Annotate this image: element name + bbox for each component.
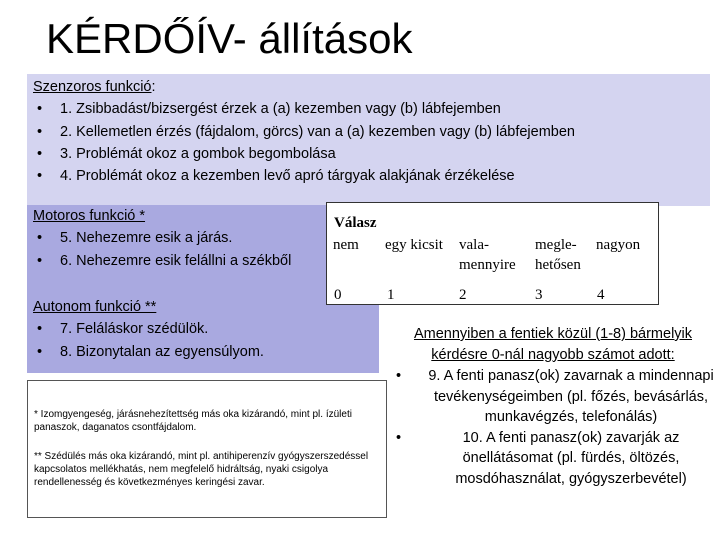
statement-text: 6. Nehezemre esik felállni a székből: [60, 252, 292, 269]
answer-score: 3: [535, 287, 543, 303]
page-title: KÉRDŐÍV- állítások: [46, 15, 413, 62]
answer-option: [459, 235, 516, 275]
statement-text: 7. Feláláskor szédülök.: [60, 321, 209, 338]
followup-section: [388, 324, 718, 489]
list-item: [33, 250, 291, 272]
answer-option-label: vala-: [459, 237, 489, 253]
answer-option: [535, 235, 581, 275]
list-item: [33, 227, 291, 249]
bullet-icon: •: [37, 343, 43, 360]
bullet-icon: •: [37, 230, 43, 247]
bullet-icon: •: [37, 145, 43, 162]
answer-option-label: nagyon: [596, 237, 641, 253]
question-text: 10. A fenti panasz(ok) zavarják az önellátásomat (pl. fürdés, öltözés, mosdóhasználat, gyógyszerbevétel): [455, 429, 687, 487]
footnote-box: [27, 380, 387, 518]
answer-option-label: egy kicsit: [385, 237, 443, 253]
answer-score: 4: [597, 287, 605, 303]
statement-text: 2. Kellemetlen érzés (fájdalom, görcs) van a (a) kezemben vagy (b) lábfejemben: [60, 123, 575, 140]
answer-score: 1: [387, 287, 395, 303]
statement-text: 1. Zsibbadást/bizsergést érzek a (a) kezemben vagy (b) lábfejemben: [60, 101, 501, 118]
motor-heading: Motoros funkció *: [33, 208, 146, 224]
sensory-section: [33, 76, 575, 187]
motor-section: [33, 205, 291, 272]
answer-score: 0: [334, 287, 342, 303]
list-item: [388, 366, 718, 428]
answer-option: [385, 235, 443, 255]
answer-option-label: megle-: [535, 237, 577, 253]
list-item: [33, 121, 575, 143]
statement-text: 8. Bizonytalan az egyensúlyom.: [60, 343, 264, 360]
list-item: [33, 165, 575, 187]
answer-heading: Válasz: [334, 215, 377, 231]
sensory-heading: Szenzoros funkció: [33, 79, 152, 95]
statement-text: 4. Problémát okoz a kezemben levő apró tárgyak alakjának érzékelése: [60, 168, 515, 185]
footnote-motor: * Izomgyengeség, járásnehezítettség más oka kizárandó, mint pl. ízületi panaszok, daganatos csontfájdalom.: [34, 409, 352, 433]
bullet-icon: •: [37, 252, 43, 269]
bullet-icon: •: [37, 321, 43, 338]
bullet-icon: •: [37, 123, 43, 140]
bullet-icon: •: [396, 429, 402, 446]
bullet-icon: •: [37, 168, 43, 185]
answer-option-label: nem: [333, 237, 359, 253]
answer-option-label-cont: mennyire: [459, 257, 516, 273]
answer-scale: [326, 202, 659, 305]
autonomic-section: [33, 296, 264, 363]
statement-text: 5. Nehezemre esik a járás.: [60, 230, 233, 247]
followup-intro: Amennyiben a fentiek közül (1-8) bármelyik kérdésre 0-nál nagyobb számot adott:: [413, 326, 693, 363]
footnote-autonomic: ** Szédülés más oka kizárandó, mint pl. antihiperenzív gyógyszerszedéssel kapcsolatos mellékhatás, nem megfelelő hidráltság, nyaki csigolya rendellenesség és következményes keringési zavar.: [34, 451, 369, 488]
list-item: [388, 428, 718, 490]
answer-score: 2: [459, 287, 467, 303]
answer-option-label-cont: hetősen: [535, 257, 581, 273]
sensory-heading-colon: :: [151, 79, 156, 95]
bullet-icon: •: [37, 101, 43, 118]
statement-text: 3. Problémát okoz a gombok begombolása: [60, 145, 336, 162]
bullet-icon: •: [396, 368, 402, 384]
question-text: 9. A fenti panasz(ok) zavarnak a mindennapi tevékenységeimben (pl. főzés, bevásárlás, munkavégzés, telefonálás): [428, 368, 714, 425]
list-item: [33, 143, 575, 165]
list-item: [33, 341, 264, 363]
list-item: [33, 98, 575, 120]
list-item: [33, 318, 264, 340]
answer-option: [596, 235, 640, 255]
autonomic-heading: Autonom funkció **: [33, 299, 157, 315]
answer-option: [333, 235, 359, 255]
